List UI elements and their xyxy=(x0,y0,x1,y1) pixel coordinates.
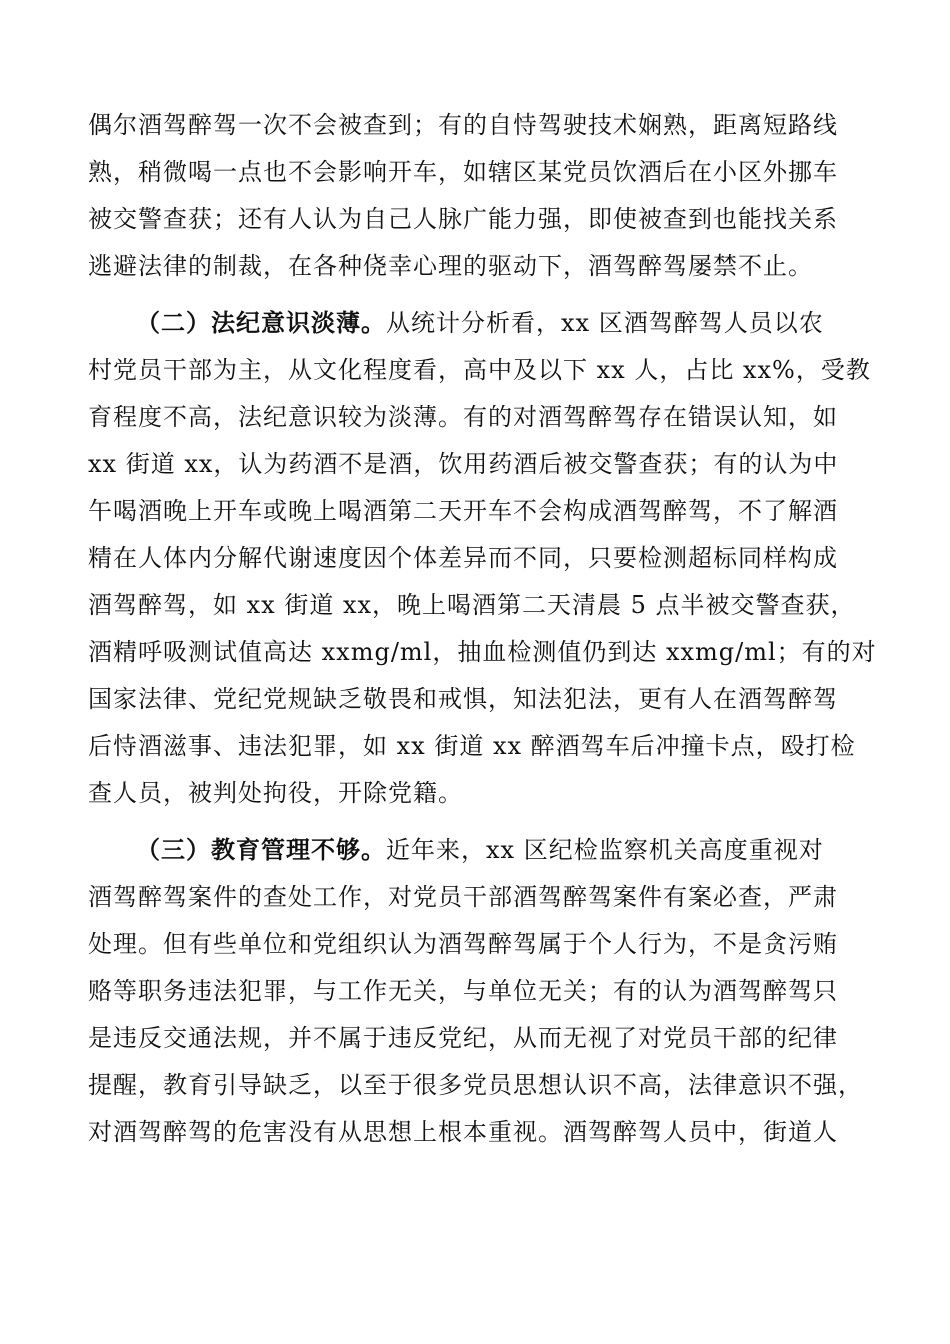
paragraph-line: 酒精呼吸测试值高达 xxmg/ml，抽血检测值仍到达 xxmg/ml；有的对 xyxy=(88,638,877,666)
section-heading-line xyxy=(136,835,926,865)
section-heading: （三）教育管理不够。 xyxy=(136,835,386,864)
section-heading-text: 从统计分析看，xx 区酒驾醉驾人员以农 xyxy=(386,309,824,337)
paragraph-line: 酒驾醉驾案件的查处工作，对党员干部酒驾醉驾案件有案必查，严肃 xyxy=(88,883,838,911)
paragraph-line: xx 街道 xx，认为药酒不是酒，饮用药酒后被交警查获；有的认为中 xyxy=(88,450,839,478)
paragraph-line: 被交警查获；还有人认为自己人脉广能力强，即使被查到也能找关系 xyxy=(88,205,838,233)
paragraph-line: 酒驾醉驾，如 xx 街道 xx，晚上喝酒第二天清晨 5 点半被交警查获， xyxy=(88,591,856,619)
paragraph-line: 处理。但有些单位和党组织认为酒驾醉驾属于个人行为，不是贪污贿 xyxy=(88,930,838,958)
paragraph-line: 查人员，被判处拘役，开除党籍。 xyxy=(88,779,463,807)
paragraph-line: 熟，稍微喝一点也不会影响开车，如辖区某党员饮酒后在小区外挪车 xyxy=(88,158,838,186)
paragraph-line: 村党员干部为主，从文化程度看，高中及以下 xx 人，占比 xx%，受教 xyxy=(88,356,871,384)
paragraph-line: 对酒驾醉驾的危害没有从思想上根本重视。酒驾醉驾人员中，街道人 xyxy=(88,1118,838,1146)
paragraph-line: 赂等职务违法犯罪，与工作无关，与单位无关；有的认为酒驾醉驾只 xyxy=(88,977,838,1005)
section-heading: （二）法纪意识淡薄。 xyxy=(136,308,386,337)
paragraph-line: 育程度不高，法纪意识较为淡薄。有的对酒驾醉驾存在错误认知，如 xyxy=(88,403,838,431)
paragraph-line: 午喝酒晚上开车或晚上喝酒第二天开车不会构成酒驾醉驾，不了解酒 xyxy=(88,497,838,525)
paragraph-line: 后恃酒滋事、违法犯罪，如 xx 街道 xx 醉酒驾车后冲撞卡点，殴打检 xyxy=(88,732,856,760)
paragraph-line: 国家法律、党纪党规缺乏敬畏和戒惧，知法犯法，更有人在酒驾醉驾 xyxy=(88,685,838,713)
paragraph-line: 精在人体内分解代谢速度因个体差异而不同，只要检测超标同样构成 xyxy=(88,544,838,572)
paragraph-line: 逃避法律的制裁，在各种侥幸心理的驱动下，酒驾醉驾屡禁不止。 xyxy=(88,252,813,280)
paragraph-line: 是违反交通法规，并不属于违反党纪，从而无视了对党员干部的纪律 xyxy=(88,1024,838,1052)
paragraph-line: 偶尔酒驾醉驾一次不会被查到；有的自恃驾驶技术娴熟，距离短路线 xyxy=(88,111,838,139)
section-heading-line xyxy=(136,308,926,338)
paragraph-line: 提醒，教育引导缺乏，以至于很多党员思想认识不高，法律意识不强， xyxy=(88,1071,863,1099)
section-heading-text: 近年来，xx 区纪检监察机关高度重视对 xyxy=(386,836,824,864)
